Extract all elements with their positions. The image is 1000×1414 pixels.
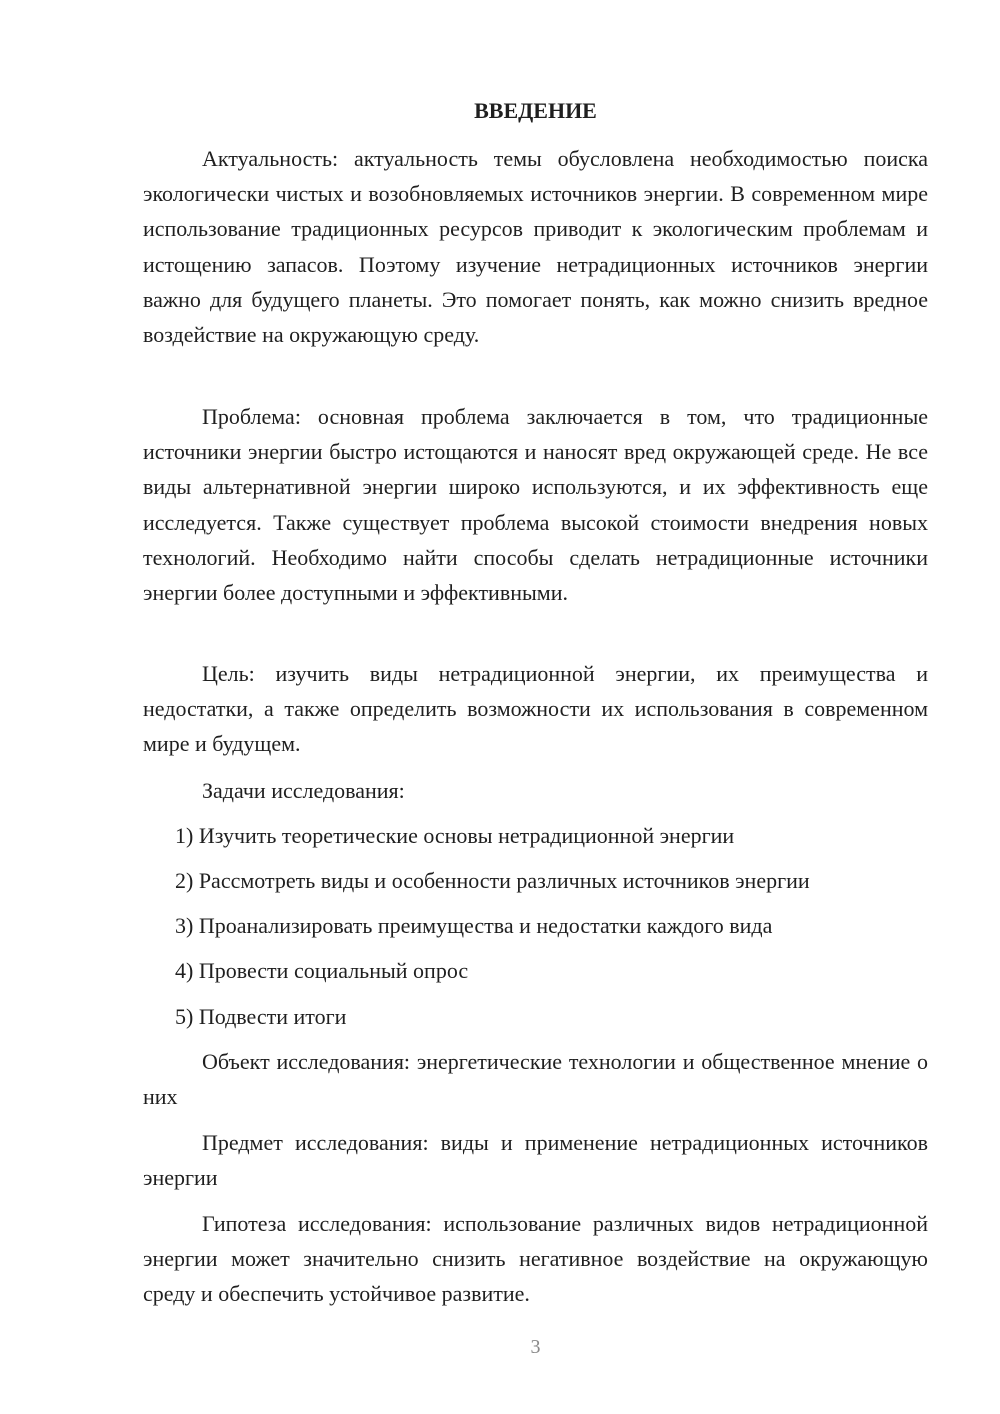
task-item: 3) Проанализировать преимущества и недостатки каждого вида [175,913,773,938]
task-item: 4) Провести социальный опрос [175,958,469,983]
page-number: 3 [530,1336,541,1358]
tasks-heading: Задачи исследования: [202,778,405,803]
subject-paragraph: Предмет исследования: виды и применение нетрадиционных источников энергии [143,1130,928,1191]
task-item: 5) Подвести итоги [175,1004,347,1029]
task-item: 1) Изучить теоретические основы нетрадиционной энергии [175,823,735,848]
problem-paragraph: Проблема: основная проблема заключается в том, что традиционные источники энергии быстро истощаются и наносят вред окружающей среде. Не все виды альтернативной энергии широко используются, и их эффективность еще исследуется. Также существует проблема высокой стоимости внедрения новых технологий. Необходимо найти способы сделать нетрадиционные источники энергии более доступными и эффективными. [143,404,928,606]
goal-paragraph: Цель: изучить виды нетрадиционной энергии, их преимущества и недостатки, а также определить возможности их использования в современном мире и будущем. [143,661,928,757]
task-item: 2) Рассмотреть виды и особенности различных источников энергии [175,868,810,893]
relevance-paragraph: Актуальность: актуальность темы обусловлена необходимостью поиска экологически чистых и возобновляемых источников энергии. В современном мире использование традиционных ресурсов приводит к экологическим проблемам и истощению запасов. Поэтому изучение нетрадиционных источников энергии важно для будущего планеты. Это помогает понять, как можно снизить вредное воздействие на окружающую среду. [143,146,928,348]
object-paragraph: Объект исследования: энергетические технологии и общественное мнение о них [143,1049,928,1110]
hypothesis-paragraph: Гипотеза исследования: использование различных видов нетрадиционной энергии может значительно снизить негативное воздействие на окружающую среду и обеспечить устойчивое развитие. [143,1211,928,1307]
section-title: ВВЕДЕНИЕ [474,98,597,123]
